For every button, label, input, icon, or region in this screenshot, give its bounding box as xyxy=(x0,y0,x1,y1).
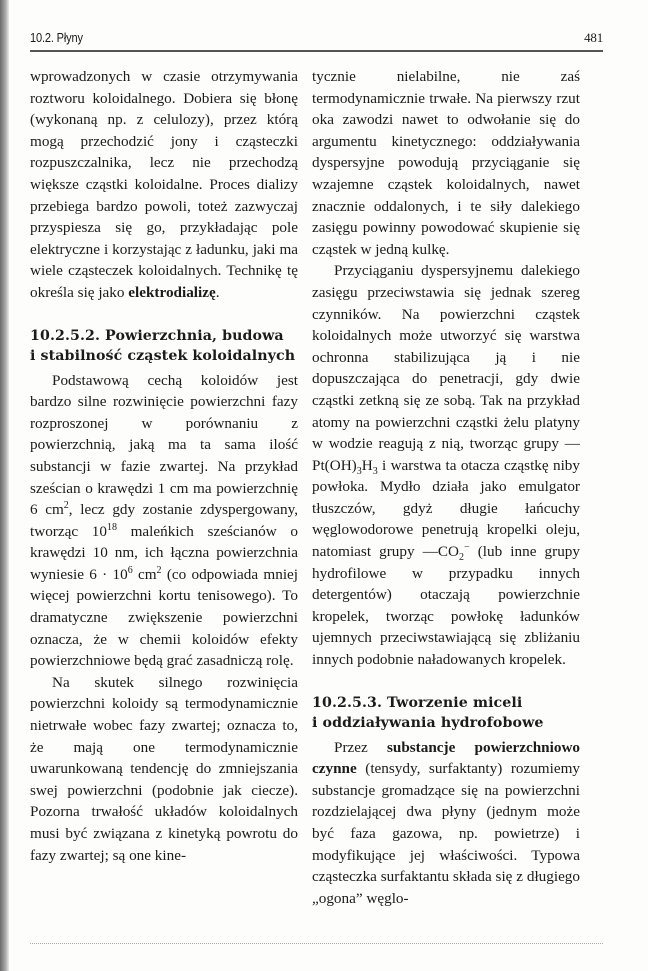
superscript: − xyxy=(463,542,470,553)
text-run: (tensydy, surfaktanty) rozumiemy substancje gromadzące się na powierzchni rozdzielającej dwa płyny (jednym może być faza gazowa, np. powietrze) i modyfikujące jej właściwości. Typowa cząsteczka surfaktantu składa się z długiego „ogona” węglo- xyxy=(312,760,580,907)
section-heading-10-2-5-3 xyxy=(312,693,580,733)
text-run: maleńkich sześcianów o krawędzi 10 nm, ich łączna powierzchnia wyniesie 6 · 10 xyxy=(30,522,298,583)
text-run: H xyxy=(361,456,373,474)
scan-edge xyxy=(0,0,9,971)
heading-line-2: i oddziaływania hydrofobowe xyxy=(312,714,544,731)
superscript: 2 xyxy=(156,564,162,576)
text-run: wprowadzonych w czasie otrzymywania roztworu koloidalnego. Dobiera się błonę (wykonaną np. z celulozy), przez którą mogą przechodzić jony i cząsteczki rozpuszczalnika, lecz nie przechodzą większe cząstki koloidalne. Proces dializy przebiega bardzo powoli, toteż zazwyczaj przyspiesza się go, przykładając pole elektryczne i korzystając z ładunku, jaki ma wiele cząsteczek koloidalnych. Technikę tę określa się jako xyxy=(30,68,298,301)
paragraph-surface xyxy=(30,370,298,672)
section-heading-10-2-5-2 xyxy=(30,326,298,366)
paragraph-dialysis xyxy=(30,66,298,304)
left-column xyxy=(30,66,298,866)
text-run: (lub inne grupy hydrofilowe w przypadku innych detergentów) otaczają powierzchnie kropelek, tworząc powłokę ładunków ujemnych przeciwstawiającą się zbliżaniu innych podobnie naładowanych kropelek. xyxy=(312,543,580,669)
right-column xyxy=(312,66,580,909)
page-number: 481 xyxy=(584,30,603,45)
text-run: Przez xyxy=(334,738,387,756)
paragraph-thermodynamics: Na skutek silnego rozwinięcia powierzchni koloidy są termodynamicznie nietrwałe wobec fazy zwartej; oznacza to, że mają one termodynamicznie uwarunkowaną tendencję do zmniejszania swej powierzchni (podobnie jak ciecze). Pozorna trwałość układów koloidalnych musi być związana z kinetyką powrotu do fazy zwartej; są one kine- xyxy=(30,673,298,864)
text-run: Podstawową cechą koloidów jest bardzo silne rozwinięcie powierzchni fazy rozproszonej w porównaniu z powierzchnią, jaką ma ta sama ilość substancji w fazie zwartej. Na przykład sześcian o krawędzi 1 cm ma powierzchnię 6 cm xyxy=(30,371,298,519)
running-head xyxy=(30,30,603,48)
term-surfactants: substancje powierzchniowo czynne xyxy=(312,738,581,778)
superscript: 18 xyxy=(106,521,117,533)
header-rule xyxy=(30,50,603,52)
heading-line-1: 10.2.5.3. Tworzenie miceli xyxy=(312,694,523,711)
superscript: 2 xyxy=(63,500,69,512)
section-title: 10.2. Płyny xyxy=(30,30,83,45)
heading-line-2: i stabilność cząstek koloidalnych xyxy=(30,347,296,364)
term-electrodialysis: elektrodializę xyxy=(128,283,216,301)
footer-rule xyxy=(30,943,603,944)
text-run: i warstwa ta otacza cząstkę niby powłoka. Mydło działa jako emulgator tłuszczów, gdyż długie łańcuchy węglowodorowe penetrują kropelki oleju, natomiast grupy —CO xyxy=(312,456,580,561)
superscript: 6 xyxy=(127,564,133,576)
paragraph-kinetics: tycznie nielabilne, nie zaś termodynamicznie trwałe. Na pierwszy rzut oka zawodzi nawet to odwołanie się do argumentu kinetycznego: oddziaływania dyspersyjne powodują przyciąganie się wzajemne cząstek koloidalnych, nawet znacznie oddalonych, i te siły dalekiego zasięgu powinny powodować skupienie się cząstek w jedną kulkę. xyxy=(312,68,580,258)
text-run: , lecz gdy zostanie zdyspergowany, tworząc 10 xyxy=(30,501,298,540)
text-run: (co odpowiada mniej więcej powierzchni kortu tenisowego). To dramatyczne zwiększenie powierzchni oznacza, że w chemii koloidów efekty powierzchniowe będą grać zasadniczą rolę. xyxy=(30,565,298,670)
heading-line-1: 10.2.5.2. Powierzchnia, budowa xyxy=(30,327,284,344)
paragraph-stabilization xyxy=(312,260,580,670)
text-run: Przyciąganiu dyspersyjnemu dalekiego zasięgu przeciwstawia się jednak szereg czynników. Na powierzchni cząstek koloidalnych może utworzyć się warstwa ochronna stabilizująca ją i nie dopuszczająca do penetracji, gdy dwie cząstki zetkną się ze sobą. Tak na przykład atomy na powierzchni cząstki żelu platyny w wodzie reagują z nią, tworząc grupy —Pt(OH) xyxy=(312,262,580,474)
subscript: 3 xyxy=(372,465,378,477)
text-run: cm xyxy=(132,565,157,583)
paragraph-surfactants xyxy=(312,737,580,910)
text-run: . xyxy=(215,283,220,301)
subscript: 3 xyxy=(356,465,362,477)
subscript: 2 xyxy=(458,552,464,564)
